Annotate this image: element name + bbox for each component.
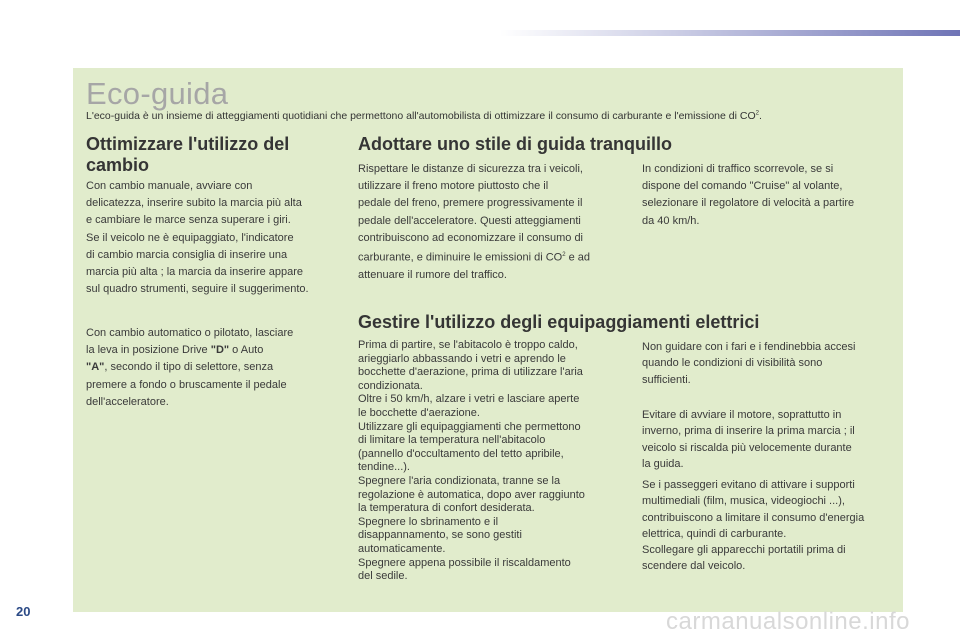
heading-electrical: Gestire l'utilizzo degli equipaggiamenti elettrici (358, 312, 760, 332)
watermark: carmanualsonline.info (666, 608, 910, 635)
intro-end: . (758, 110, 762, 122)
electrical-col2-paragraph-3: Se i passeggeri evitano di attivare i supporti multimediali (film, musica, videogiochi ...), contribuiscono a limitare il consumo d'energia elettrica, quindi di carburante. Scollegare gli apparecchi portatili prima di scendere dal veicolo. (642, 479, 865, 573)
tranquil-col2-paragraph: In condizioni di traffico scorrevole, se si dispone del comando "Cruise" al volante, selezionare il regolatore di velocità a partire da 40 km/h. (642, 163, 855, 227)
gearbox-manual-paragraph: Con cambio manuale, avviare con delicatezza, inserire subito la marcia più alta e cambiare le marce senza superare i giri. Se il veicolo ne è equipaggiato, l'indicatore di cambio marcia consiglia di inserire una marcia più alta ; la marcia da inserire appare sul quadro strumenti, seguire il suggerimento. (86, 180, 309, 296)
electrical-col2-paragraph-1: Non guidare con i fari e i fendinebbia accesi quando le condizioni di visibilità sono sufficienti. (642, 341, 856, 386)
gearbox-auto-text-a: Con cambio automatico o pilotato, lasciare la leva in posizione Drive (86, 327, 294, 357)
drive-position: "D" (210, 344, 230, 357)
page-number: 20 (16, 604, 31, 619)
intro-text (86, 110, 906, 122)
electrical-col2-paragraph-2: Evitare di avviare il motore, soprattutto in inverno, prima di inserire la prima marcia ; il veicolo si riscalda più velocemente durante la guida. (642, 409, 855, 470)
gearbox-auto-text-c: , secondo il tipo di selettore, senza premere a fondo o bruscamente il pedale dell'acceleratore. (86, 361, 287, 408)
tranquil-col1-text-a: Rispettare le distanze di sicurezza tra i veicoli, utilizzare il freno motore piuttosto che il pedale del freno, premere progressivamente il pedale dell'acceleratore. Questi atteggiamenti contribuiscono ad economizzare il consumo di carburante, e diminuire le emissioni di CO (358, 163, 584, 264)
heading-tranquil-driving: Adottare uno stile di guida tranquillo (358, 134, 672, 154)
intro-subscript: 2 (755, 110, 759, 117)
tranquil-subscript: 2 (562, 252, 566, 259)
gearbox-auto-paragraph (86, 325, 348, 411)
intro-main: L'eco-guida è un insieme di atteggiamenti quotidiani che permettono all'automobilista di ottimizzare il consumo di carburante e l'emissione di CO (86, 110, 756, 122)
auto-position: "A" (86, 361, 105, 374)
gearbox-auto-text-b: o Auto (232, 344, 264, 357)
heading-gearbox: Ottimizzare l'utilizzo del cambio (86, 134, 290, 175)
header-accent-bar (500, 30, 960, 36)
page-title: Eco-guida (86, 76, 229, 111)
tranquil-col1-paragraph (358, 161, 630, 284)
tranquil-col1-text-b: e ad attenuare il rumore del traffico. (358, 251, 591, 281)
electrical-col1-paragraph: Prima di partire, se l'abitacolo è troppo caldo, arieggiarlo abbassando i vetri e aprendo le bocchette d'aerazione, prima di utilizzare l'aria condizionata. Oltre i 50 km/h, alzare i vetri e lasciare aperte le bocchette d'aerazione. Utilizzare gli equipaggiamenti che permettono di limitare la temperatura nell'abitacolo (pannello d'occultamento del tetto apribile, tendine...). Spegnere l'aria condizionata, tranne se la regolazione è automatica, dopo aver raggiunto la temperatura di confort desiderata. Spegnere lo sbrinamento e il disappannamento, se sono gestiti automaticamente. Spegnere appena possibile il riscaldamento del sedile. (358, 339, 585, 583)
